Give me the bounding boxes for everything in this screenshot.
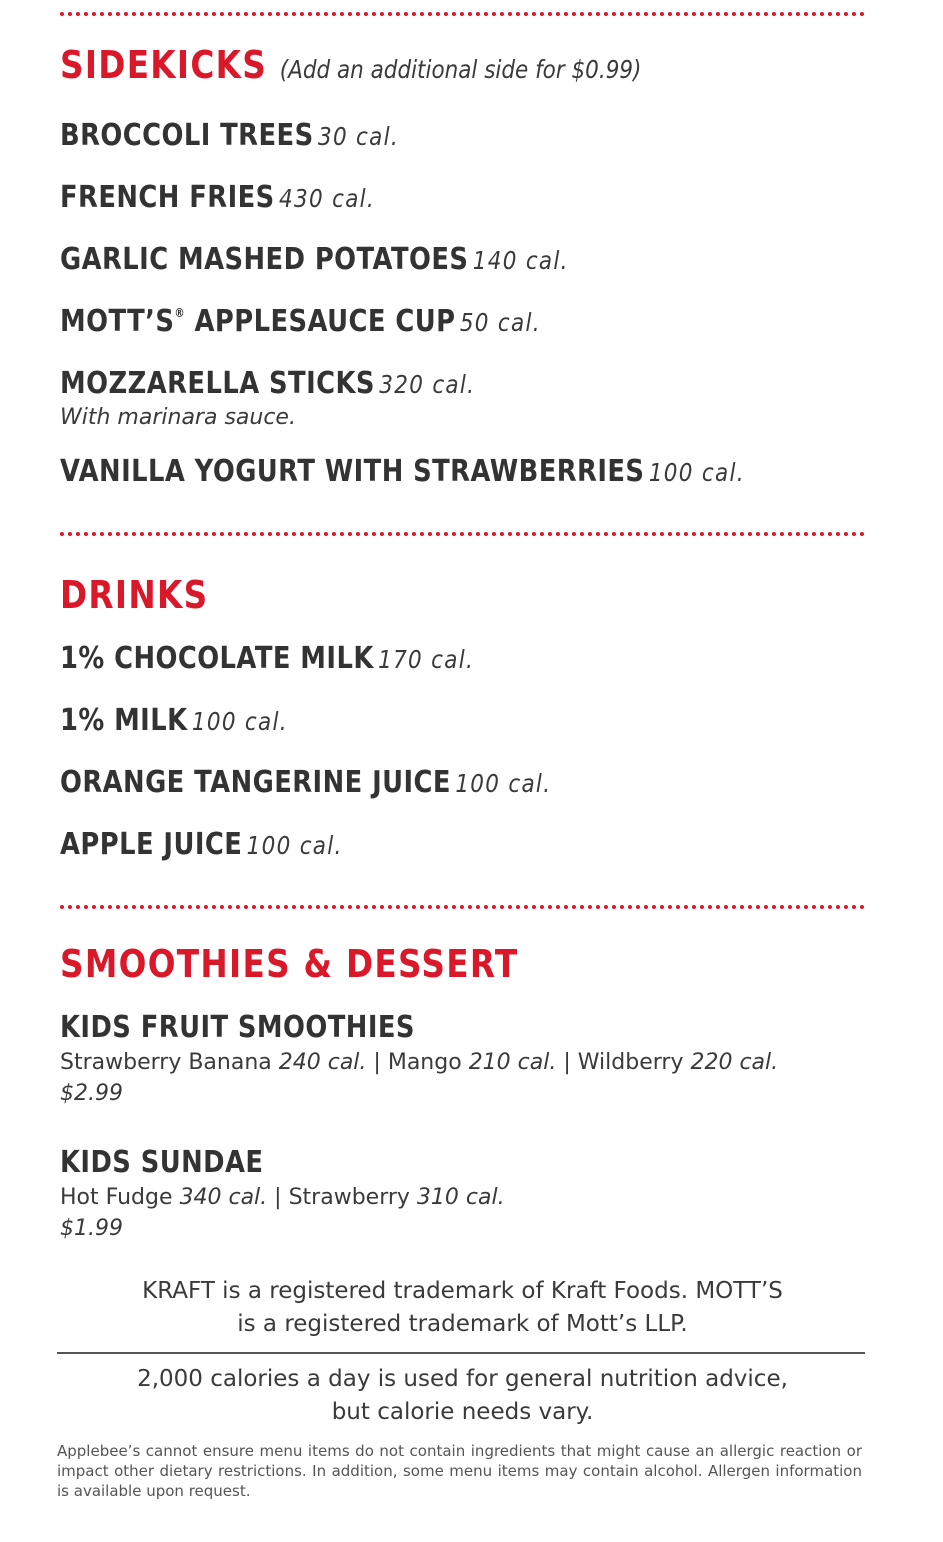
menu-item [60,1010,415,1045]
section-title-drinks [60,573,209,617]
allergen-notice: Applebee’s cannot ensure menu items do not contain ingredients that might cause an allergic reaction or impact other dietary restrictions. In addition, some menu items may contain alcohol. Allergen information is available upon request. [57,1442,862,1500]
option-separator: | [274,1185,282,1210]
item-name-rest: APPLESAUCE CUP [185,304,456,339]
menu-item [60,304,541,339]
menu-item [60,180,376,215]
item-name: ORANGE TANGERINE JUICE [60,765,451,800]
option-separator: | [563,1050,571,1075]
calorie-line: but calorie needs vary. [331,1399,594,1425]
item-name: FRENCH FRIES [60,180,275,215]
menu-item [60,827,343,862]
menu-item [60,1145,264,1180]
option-flavor: Wildberry [577,1050,684,1075]
section-divider [60,532,865,536]
footer-rule [57,1352,865,1354]
section-title-smoothies-dessert [60,942,519,986]
menu-item [60,641,475,676]
item-name [60,304,455,339]
section-divider [60,905,865,909]
option-calories: 240 cal. [278,1050,367,1075]
drinks-title: DRINKS [60,573,209,617]
item-name: 1% MILK [60,703,188,738]
option-flavor: Mango [387,1050,462,1075]
item-name: APPLE JUICE [60,827,243,862]
item-name: GARLIC MASHED POTATOES [60,242,469,277]
item-calories: 170 cal. [378,645,475,674]
option-calories: 310 cal. [416,1185,505,1210]
option-flavor: Strawberry Banana [60,1050,279,1075]
item-calories: 320 cal. [379,370,476,399]
option-separator: | [373,1050,381,1075]
item-name: BROCCOLI TREES [60,118,314,153]
menu-item [60,765,552,800]
trademark-line: is a registered trademark of Mott’s LLP. [237,1311,688,1337]
option-calories: 210 cal. [468,1050,557,1075]
item-price: $1.99 [60,1216,123,1241]
trademark-line: KRAFT is a registered trademark of Kraft Foods. MOTT’S [142,1278,783,1304]
item-calories: 50 cal. [459,308,541,337]
menu-item [60,242,569,277]
smoothies-dessert-title: SMOOTHIES & DESSERT [60,942,519,986]
registered-mark: ® [174,306,186,320]
item-calories: 430 cal. [279,184,376,213]
sidekicks-title: SIDEKICKS [60,43,268,87]
item-options [60,1185,505,1210]
sidekicks-note: (Add an additional side for $0.99) [279,55,642,84]
item-name: KIDS FRUIT SMOOTHIES [60,1010,415,1045]
calorie-line: 2,000 calories a day is used for general nutrition advice, [137,1366,788,1392]
item-calories: 100 cal. [191,707,288,736]
item-name: KIDS SUNDAE [60,1145,264,1180]
item-calories: 30 cal. [317,122,400,151]
item-calories: 100 cal. [455,769,552,798]
item-calories: 100 cal. [246,831,343,860]
item-calories: 140 cal. [472,246,569,275]
item-name: 1% CHOCOLATE MILK [60,641,374,676]
item-calories: 100 cal. [648,458,745,487]
option-flavor: Strawberry [288,1185,410,1210]
menu-item [60,118,400,153]
item-name-brand: MOTT’S [60,304,175,339]
item-description: With marinara sauce. [60,405,296,430]
option-calories: 220 cal. [690,1050,779,1075]
option-calories: 340 cal. [179,1185,268,1210]
section-divider [60,12,865,16]
menu-item [60,454,745,489]
item-price: $2.99 [60,1081,123,1106]
item-options [60,1050,778,1075]
menu-item [60,366,476,401]
item-name: MOZZARELLA STICKS [60,366,375,401]
trademark-notice [60,1275,865,1341]
section-title-sidekicks [60,43,642,87]
menu-item [60,703,288,738]
item-name: VANILLA YOGURT WITH STRAWBERRIES [60,454,645,489]
calorie-notice [60,1363,865,1429]
option-flavor: Hot Fudge [60,1185,173,1210]
